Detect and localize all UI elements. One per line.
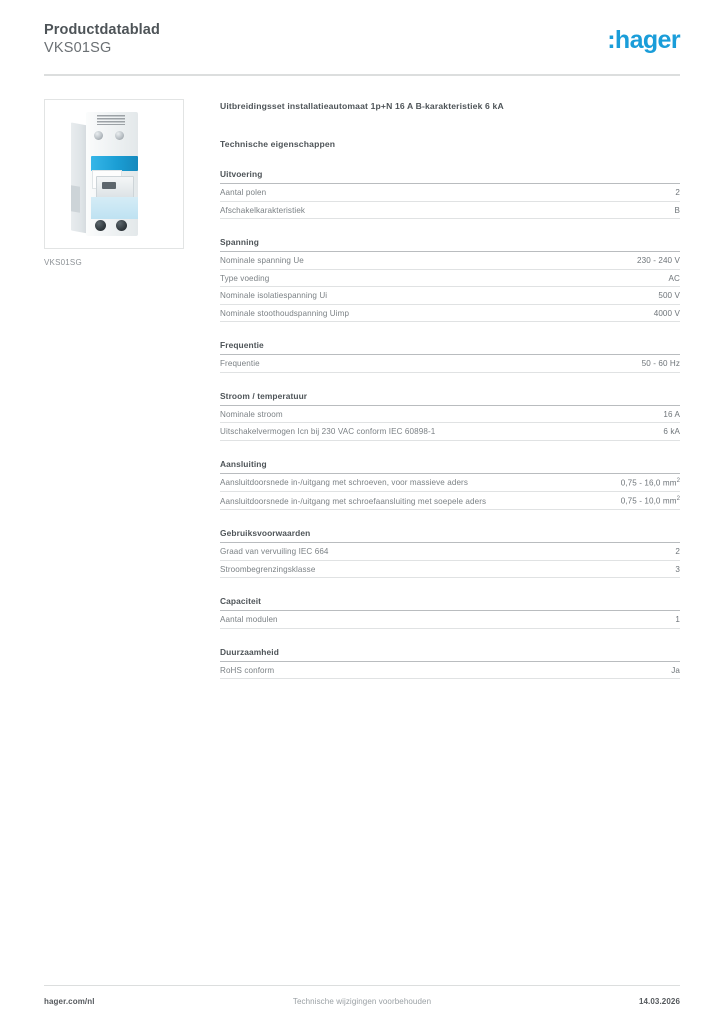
spec-group [220, 237, 680, 322]
spec-label: Nominale stroom [220, 409, 283, 419]
device-din-clip [71, 185, 80, 213]
footer-divider [44, 985, 680, 986]
spec-group [220, 528, 680, 578]
spec-row [220, 611, 680, 629]
spec-row [220, 662, 680, 680]
spec-value: 1 [675, 615, 680, 625]
spec-row [220, 184, 680, 202]
product-image-frame [44, 99, 184, 249]
spec-group-title: Aansluiting [220, 459, 680, 474]
footer-content [44, 997, 680, 1006]
spec-value: 500 V [658, 291, 680, 301]
spec-label: Nominale stoothoudspanning Uimp [220, 308, 350, 318]
spec-group [220, 459, 680, 510]
product-image-caption: VKS01SG [44, 258, 82, 268]
spec-value: Ja [671, 665, 680, 675]
spec-group-title: Frequentie [220, 340, 680, 355]
spec-row [220, 406, 680, 424]
footer-disclaimer: Technische wijzigingen voorbehouden [292, 997, 432, 1006]
spec-group-title: Stroom / temperatuur [220, 391, 680, 406]
spec-row [220, 287, 680, 305]
spec-value: B [674, 205, 680, 215]
spec-group-title: Uitvoering [220, 169, 680, 184]
spec-label: RoHS conform [220, 665, 275, 675]
spec-value: 2 [675, 547, 680, 557]
spec-value: 50 - 60 Hz [641, 359, 680, 369]
spec-label: Aansluitdoorsnede in-/uitgang met schroeven, voor massieve aders [220, 478, 468, 488]
device-lever-grip [102, 182, 116, 189]
footer-date: 14.03.2026 [638, 997, 680, 1006]
spec-row [220, 270, 680, 288]
spec-row [220, 561, 680, 579]
product-reference-subtitle: VKS01SG [44, 40, 112, 57]
spec-value: 230 - 240 V [637, 256, 680, 266]
spec-value: 6 kA [663, 427, 680, 437]
spec-label: Aantal polen [220, 188, 267, 198]
spec-row [220, 305, 680, 323]
title-block [44, 22, 160, 57]
page-footer [44, 985, 680, 1006]
spec-value: AC [668, 273, 680, 283]
spec-group-title: Capaciteit [220, 596, 680, 611]
device-rating-label [97, 115, 125, 125]
header-divider [44, 74, 680, 76]
device-blue-band [91, 156, 138, 171]
spec-row [220, 202, 680, 220]
spec-value: 0,75 - 10,0 $mm^2$ [620, 495, 680, 506]
page-content [44, 99, 680, 679]
device-lower-blue-panel [91, 197, 138, 219]
spec-group-title: Gebruiksvoorwaarden [220, 528, 680, 543]
spec-row [220, 252, 680, 270]
page-header [44, 0, 680, 57]
spec-group [220, 391, 680, 441]
spec-group-title: Duurzaamheid [220, 647, 680, 662]
footer-website-link[interactable]: hager.com/nl [44, 997, 95, 1006]
page-title: Productdatablad [44, 22, 160, 38]
spec-group [220, 169, 680, 219]
spec-value: 2 [675, 188, 680, 198]
spec-row [220, 355, 680, 373]
product-image-column [44, 99, 189, 267]
spec-row [220, 474, 680, 492]
spec-label: Frequentie [220, 359, 260, 369]
specifications-column [220, 99, 680, 679]
spec-value: 16 A [663, 409, 680, 419]
spec-group [220, 340, 680, 373]
spec-label: Stroombegrenzingsklasse [220, 564, 316, 574]
spec-group-title: Spanning [220, 237, 680, 252]
spec-row [220, 492, 680, 510]
spec-label: Aansluitdoorsnede in-/uitgang met schroefaansluiting met soepele aders [220, 496, 487, 506]
spec-row [220, 543, 680, 561]
spec-label: Uitschakelvermogen Icn bij 230 VAC conform IEC 60898-1 [220, 427, 436, 437]
spec-value: 0,75 - 16,0 $mm^2$ [620, 477, 680, 488]
technical-properties-heading: Technische eigenschappen [220, 139, 336, 150]
spec-label: Nominale spanning Ue [220, 256, 304, 266]
spec-group [220, 647, 680, 680]
spec-group [220, 596, 680, 629]
spec-label: Graad van vervuiling IEC 664 [220, 547, 329, 557]
product-description-heading: Uitbreidingsset installatieautomaat 1p+N 16 A B-karakteristiek 6 kA [220, 101, 504, 112]
spec-row [220, 423, 680, 441]
spec-label: Afschakelkarakteristiek [220, 205, 306, 215]
spec-value: 3 [675, 564, 680, 574]
spec-label: Aantal modulen [220, 615, 278, 625]
spec-value: 4000 V [653, 308, 680, 318]
spec-label: Nominale isolatiespanning Ui [220, 291, 328, 301]
hager-logo: :hager [607, 26, 680, 54]
specification-groups [220, 169, 680, 679]
spec-label: Type voeding [220, 273, 270, 283]
circuit-breaker-illustration [71, 112, 149, 240]
